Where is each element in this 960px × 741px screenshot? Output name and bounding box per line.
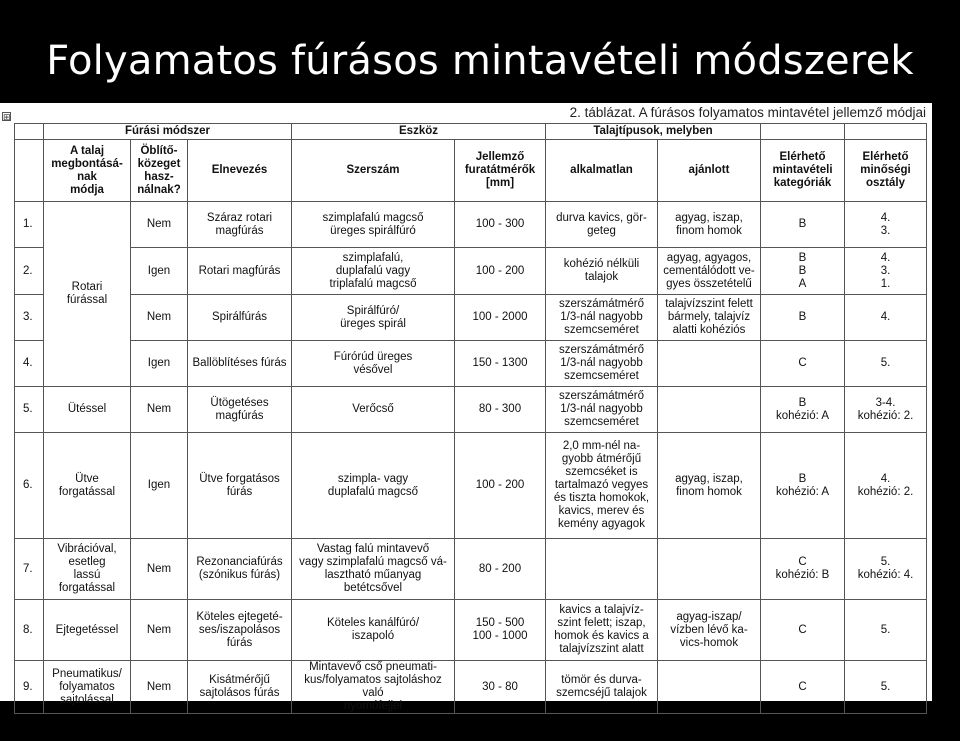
unsuitable-cell-line: szerszámátmérő (559, 298, 644, 310)
group-tool: Eszköz (292, 124, 546, 140)
tool-cell-line: Spirálfúró/ (346, 304, 400, 317)
category-cell (761, 433, 845, 539)
name-cell (188, 341, 292, 387)
recommended-cell (658, 248, 761, 295)
quality-cell-line: kohézió: 2. (857, 409, 914, 422)
recommended-cell-line: cementálódott ve- (663, 264, 755, 277)
name-cell-line: sajtolásos fúrás (199, 687, 280, 699)
recommended-cell-line: bármely, talajvíz (667, 311, 751, 323)
name-cell (188, 433, 292, 539)
name-cell-line: fúrás (226, 636, 253, 649)
header-diameter-line: furatátmérők (464, 164, 536, 176)
quality-cell (845, 661, 927, 714)
category-cell (761, 202, 845, 248)
header-breakup-line: nak (77, 170, 97, 183)
table-sheet (0, 103, 932, 712)
tool-cell-line: lasztható műanyag (324, 569, 422, 581)
quality-cell (845, 295, 927, 341)
header-breakup (44, 140, 131, 202)
unsuitable-cell-line: 1/3-nál nagyobb (560, 403, 643, 415)
tool-cell-line: Fúrórúd üreges (333, 350, 413, 363)
name-cell (188, 661, 292, 714)
tool-cell (292, 600, 455, 661)
header-tool (292, 140, 455, 202)
header-quality-line: osztály (866, 177, 905, 189)
row-number: 8. (15, 600, 44, 661)
name-cell (188, 202, 292, 248)
quality-cell-line: 3-4. (875, 396, 896, 409)
category-cell (761, 248, 845, 295)
diameter-cell-line: 80 - 200 (478, 562, 522, 575)
header-quality-line: minőségi (860, 164, 911, 176)
table-caption: 2. táblázat. A fúrásos folyamatos mintavétel jellemző módjai (569, 105, 926, 120)
tool-cell-line: vagy szimplafalú magcső vá- (299, 556, 447, 568)
category-cell (761, 295, 845, 341)
slide-title: Folyamatos fúrásos mintavételi módszerek (46, 38, 914, 84)
group-header-row (15, 124, 927, 140)
header-diameter-line: Jellemző (475, 151, 525, 163)
recommended-cell-line: agyag-iszap/ (676, 610, 742, 623)
category-cell-line: kohézió: A (775, 409, 830, 422)
column-header-row (15, 140, 927, 202)
category-cell-line: C (798, 680, 807, 693)
tool-cell (292, 202, 455, 248)
category-cell (761, 539, 845, 600)
unsuitable-cell-line: homok és kavics a (554, 630, 649, 642)
name-cell (188, 539, 292, 600)
unsuitable-cell-line: gyobb átmérőjű (561, 453, 642, 465)
quality-cell-line: 5. (880, 680, 891, 693)
tool-cell-line: Verőcső (352, 403, 394, 415)
unsuitable-cell-line: durva kavics, gör- (556, 211, 647, 224)
unsuitable-cell-line: 2,0 mm-nél na- (562, 440, 641, 452)
tool-cell-line: Vastag falú mintavevő (316, 543, 430, 555)
name-cell-line: Rotari magfúrás (198, 264, 281, 277)
header-unsuitable (546, 140, 658, 202)
unsuitable-cell-line: kemény agyagok (558, 518, 645, 530)
tool-cell (292, 539, 455, 600)
diameter-cell (455, 433, 546, 539)
unsuitable-cell-line: szemcséket is (565, 466, 638, 478)
quality-cell (845, 387, 927, 433)
unsuitable-cell (546, 387, 658, 433)
tool-cell-line: kus/folyamatos sajtoláshoz való (304, 674, 442, 699)
name-cell-line: Ütve forgatásos (199, 472, 280, 485)
category-cell-line: B (798, 218, 807, 230)
name-cell (188, 248, 292, 295)
unsuitable-cell (546, 539, 658, 600)
flush-cell: Nem (131, 600, 188, 661)
tool-cell-line: Köteles kanálfúró/ (326, 617, 420, 629)
header-quality (845, 140, 927, 202)
quality-cell-line: 5. (880, 357, 891, 369)
tool-cell-line: szimplafalú magcső (322, 211, 424, 224)
tool-cell (292, 341, 455, 387)
name-cell-line: Spirálfúrás (212, 311, 267, 323)
recommended-cell (658, 202, 761, 248)
method-cell-line: sajtolással (60, 693, 114, 706)
header-diameter-line: [mm] (485, 177, 515, 189)
name-cell-line: Kisátmérőjű (209, 674, 270, 686)
method-cell (44, 600, 131, 661)
recommended-cell-line: vics-homok (679, 636, 739, 649)
table-row (15, 202, 927, 248)
tool-cell (292, 248, 455, 295)
header-recommended (658, 140, 761, 202)
method-rotary-line: fúrással (66, 294, 108, 306)
header-unsuitable-line: alkalmatlan (570, 164, 633, 176)
unsuitable-cell (546, 202, 658, 248)
row-number: 4. (15, 341, 44, 387)
quality-cell (845, 539, 927, 600)
tool-cell (292, 661, 455, 714)
flush-cell: Nem (131, 387, 188, 433)
unsuitable-cell-line: kohézió nélküli (563, 258, 640, 270)
diameter-cell-line: 100 - 1000 (472, 630, 528, 642)
recommended-cell (658, 387, 761, 433)
table-row (15, 600, 927, 661)
quality-cell (845, 600, 927, 661)
category-cell (761, 661, 845, 714)
header-category-line: kategóriák (773, 177, 832, 189)
row-number: 9. (15, 661, 44, 714)
row-number: 3. (15, 295, 44, 341)
tool-cell (292, 433, 455, 539)
name-cell-line: (szónikus fúrás) (198, 569, 281, 581)
name-cell-line: magfúrás (215, 409, 264, 422)
header-recommended-line: ajánlott (688, 164, 730, 176)
header-category-line: Elérhető (779, 151, 826, 163)
unsuitable-cell-line: tartalmazó vegyes (554, 479, 649, 491)
method-cell (44, 433, 131, 539)
name-cell-line: Száraz rotari (206, 211, 273, 224)
tool-cell-line: Mintavevő cső pneumati- (309, 661, 437, 673)
header-flush-line: hasz- (144, 170, 174, 183)
unsuitable-cell-line: tömör és durva- (561, 674, 642, 686)
flush-cell: Igen (131, 341, 188, 387)
name-cell (188, 387, 292, 433)
category-cell-line: kohézió: A (775, 485, 830, 498)
table-row (15, 433, 927, 539)
unsuitable-cell-line: 1/3-nál nagyobb (560, 357, 643, 369)
flush-cell: Igen (131, 248, 188, 295)
tool-cell-line: üreges spirálfúró (330, 224, 416, 237)
method-rotary (44, 202, 131, 387)
header-breakup-line: A talaj (69, 144, 105, 157)
recommended-cell (658, 433, 761, 539)
tool-cell-line: iszapoló (351, 630, 395, 642)
method-cell-line: Ejtegetéssel (55, 623, 119, 636)
diameter-cell-line: 100 - 200 (475, 264, 525, 277)
diameter-cell (455, 202, 546, 248)
header-tool-line: Szerszám (346, 164, 400, 176)
row-number: 6. (15, 433, 44, 539)
tool-cell-line: szimpla- vagy (337, 472, 409, 485)
tool-cell (292, 295, 455, 341)
flush-cell: Igen (131, 433, 188, 539)
quality-cell (845, 433, 927, 539)
recommended-cell (658, 539, 761, 600)
tool-cell-line: nyomófejjel (343, 700, 403, 712)
diameter-cell (455, 295, 546, 341)
header-category-line: mintavételi (772, 164, 833, 176)
header-quality-line: Elérhető (862, 151, 909, 163)
flush-cell: Nem (131, 539, 188, 600)
diameter-cell-line: 100 - 2000 (472, 311, 528, 323)
header-diameter (455, 140, 546, 202)
flush-cell: Nem (131, 202, 188, 248)
drilling-methods-table (14, 123, 927, 714)
header-flush-line: közeget (137, 157, 181, 170)
recommended-cell-line: gyes összetételű (666, 277, 752, 290)
tool-cell (292, 387, 455, 433)
unsuitable-cell (546, 661, 658, 714)
tool-cell-line: üreges spirál (340, 317, 406, 330)
header-flush (131, 140, 188, 202)
header-flush-line: Öblítő- (140, 144, 178, 157)
diameter-cell (455, 600, 546, 661)
recommended-cell-line: vízben lévő ka- (670, 623, 748, 636)
unsuitable-cell-line: és tiszta homokok, (553, 492, 650, 504)
unsuitable-cell (546, 433, 658, 539)
method-cell (44, 539, 131, 600)
name-cell-line: Ballöblítéses fúrás (192, 357, 287, 369)
unsuitable-cell (546, 341, 658, 387)
method-rotary-line: Rotari (71, 281, 103, 293)
unsuitable-cell-line: talajok (584, 271, 619, 283)
recommended-cell-line: talajvízszint felett (665, 298, 753, 310)
name-cell-line: ses/iszapolásos (198, 623, 281, 636)
table-row (15, 661, 927, 714)
recommended-cell (658, 295, 761, 341)
name-cell (188, 295, 292, 341)
name-cell (188, 600, 292, 661)
table-row (15, 387, 927, 433)
unsuitable-cell-line: kavics, merev és (558, 505, 645, 517)
table-row (15, 295, 927, 341)
corner-cell (15, 124, 44, 140)
quality-cell-line: 4. (880, 211, 891, 224)
category-cell-line: A (798, 277, 807, 290)
recommended-cell-line: alatti kohéziós (672, 324, 746, 336)
row-number: 5. (15, 387, 44, 433)
quality-cell-line: kohézió: 2. (857, 485, 914, 498)
unsuitable-cell (546, 600, 658, 661)
header-name (188, 140, 292, 202)
diameter-cell (455, 387, 546, 433)
tool-cell-line: betétcsővel (343, 582, 403, 594)
method-cell-line: esetleg (68, 556, 106, 568)
quality-cell (845, 202, 927, 248)
unsuitable-cell-line: szemcséjű talajok (556, 687, 647, 699)
tool-cell-line: szimplafalú, (342, 251, 404, 264)
quality-cell-line: 4. (880, 311, 891, 323)
expand-icon[interactable]: ⊞ (3, 112, 11, 122)
name-cell-line: fúrás (226, 485, 253, 498)
category-cell-line: C (798, 556, 807, 568)
diameter-cell (455, 248, 546, 295)
tool-cell-line: duplafalú magcső (327, 485, 419, 498)
recommended-cell-line: agyag, iszap, (675, 472, 743, 485)
unsuitable-cell (546, 248, 658, 295)
unsuitable-cell-line: 1/3-nál nagyobb (560, 311, 643, 323)
recommended-cell-line: agyag, iszap, (675, 211, 743, 224)
table-row (15, 341, 927, 387)
quality-cell-line: kohézió: 4. (857, 569, 914, 581)
category-cell-line: B (798, 264, 807, 277)
name-cell-line: Köteles ejtegeté- (196, 610, 283, 623)
table-row (15, 248, 927, 295)
blank-header-cell (845, 124, 927, 140)
diameter-cell-line: 150 - 500 (475, 617, 525, 629)
group-soil: Talajtípusok, melyben (546, 124, 761, 140)
diameter-cell (455, 341, 546, 387)
diameter-cell-line: 30 - 80 (482, 680, 518, 693)
category-cell-line: B (798, 472, 807, 485)
quality-cell (845, 341, 927, 387)
tool-cell-line: duplafalú vagy (335, 264, 411, 277)
category-cell (761, 387, 845, 433)
recommended-cell-line: agyag, agyagos, (666, 251, 752, 264)
blank-header-cell (761, 124, 845, 140)
unsuitable-cell-line: szemcseméret (564, 324, 639, 336)
tool-cell-line: vésővel (353, 363, 393, 376)
group-method: Fúrási módszer (44, 124, 292, 140)
diameter-cell-line: 100 - 300 (475, 218, 525, 230)
quality-cell-line: 1. (880, 277, 891, 290)
diameter-cell (455, 661, 546, 714)
method-cell-line: Ütéssel (67, 403, 107, 415)
name-cell-line: Rezonanciafúrás (196, 556, 283, 568)
category-cell-line: kohézió: B (775, 569, 830, 581)
header-category (761, 140, 845, 202)
method-cell-line: Ütve (75, 472, 99, 485)
diameter-cell (455, 539, 546, 600)
diameter-cell-line: 150 - 1300 (472, 357, 528, 369)
method-cell (44, 661, 131, 714)
category-cell-line: B (798, 396, 807, 409)
method-cell-line: forgatással (58, 485, 116, 498)
name-cell-line: Ütögetéses (210, 396, 269, 409)
category-cell-line: C (798, 357, 807, 369)
method-cell-line: folyamatos (59, 680, 115, 693)
flush-cell: Nem (131, 661, 188, 714)
recommended-cell (658, 661, 761, 714)
number-header-cell (15, 140, 44, 202)
quality-cell-line: 4. (880, 251, 891, 264)
unsuitable-cell (546, 295, 658, 341)
recommended-cell-line: finom homok (676, 485, 742, 498)
recommended-cell-line: finom homok (676, 224, 742, 237)
method-cell-line: lassú (73, 569, 101, 581)
diameter-cell-line: 100 - 200 (475, 479, 525, 491)
diameter-cell-line: 80 - 300 (478, 403, 522, 415)
quality-cell-line: 4. (880, 472, 891, 485)
unsuitable-cell-line: szemcseméret (564, 370, 639, 382)
unsuitable-cell-line: kavics a talajvíz- (559, 604, 644, 616)
category-cell-line: B (798, 251, 807, 264)
header-breakup-line: megbontásá- (51, 157, 123, 170)
recommended-cell (658, 341, 761, 387)
category-cell (761, 341, 845, 387)
header-name-line: Elnevezés (211, 164, 268, 176)
flush-cell: Nem (131, 295, 188, 341)
unsuitable-cell-line: talajvízszint alatt (559, 643, 644, 655)
header-flush-line: nálnak? (137, 183, 181, 196)
row-number: 2. (15, 248, 44, 295)
row-number: 7. (15, 539, 44, 600)
unsuitable-cell-line: szint felett; iszap, (557, 617, 646, 629)
header-breakup-line: módja (70, 183, 104, 196)
unsuitable-cell-line: szerszámátmérő (559, 390, 644, 402)
method-cell-line: forgatással (58, 582, 116, 594)
quality-cell-line: 3. (880, 264, 891, 277)
unsuitable-cell-line: geteg (587, 224, 616, 237)
quality-cell-line: 3. (880, 224, 891, 237)
category-cell-line: C (798, 623, 807, 636)
method-cell-line: Pneumatikus/ (52, 667, 122, 680)
row-number: 1. (15, 202, 44, 248)
table-row (15, 539, 927, 600)
unsuitable-cell-line: szemcseméret (564, 416, 639, 428)
method-cell-line: Vibrációval, (57, 543, 117, 555)
quality-cell-line: 5. (880, 623, 891, 636)
quality-cell (845, 248, 927, 295)
recommended-cell (658, 600, 761, 661)
category-cell (761, 600, 845, 661)
tool-cell-line: triplafalú magcső (329, 277, 417, 290)
unsuitable-cell-line: szerszámátmérő (559, 344, 644, 356)
name-cell-line: magfúrás (215, 224, 264, 237)
method-cell (44, 387, 131, 433)
quality-cell-line: 5. (880, 556, 891, 568)
category-cell-line: B (798, 311, 807, 323)
